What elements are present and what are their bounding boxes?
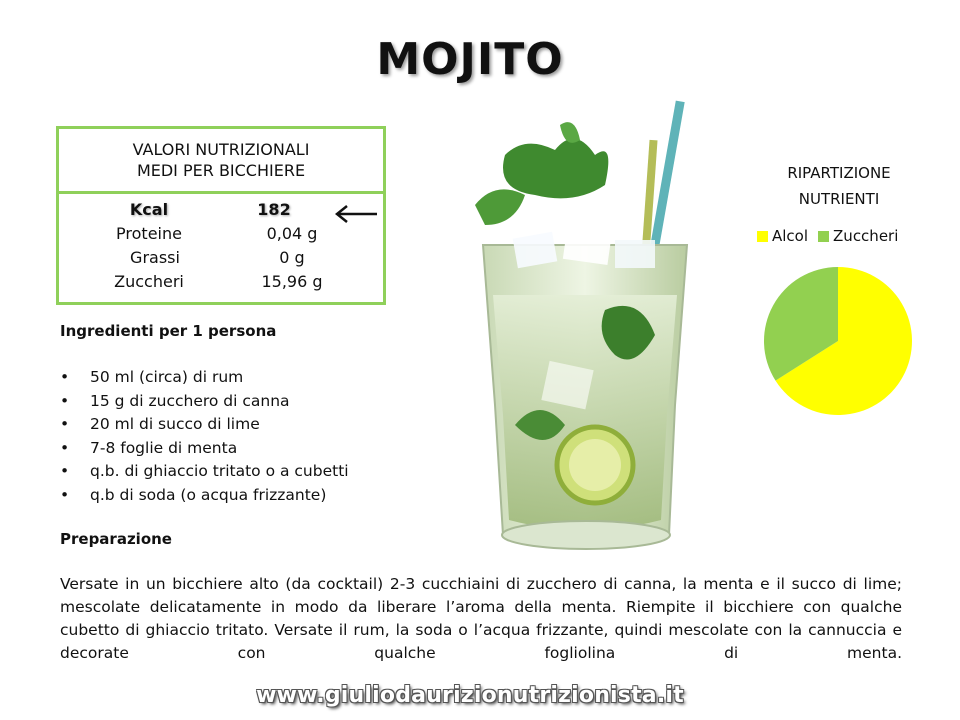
nutrition-label: Kcal — [129, 200, 169, 219]
chart-title-line1: RIPARTIZIONE — [787, 164, 891, 182]
legend-swatch — [818, 231, 829, 242]
legend-label: Alcol — [772, 227, 809, 245]
list-item — [60, 415, 349, 439]
nutrition-row-grassi — [59, 248, 379, 270]
nutrition-row-zuccheri — [59, 272, 379, 294]
nutrition-row-kcal — [59, 200, 379, 222]
list-item — [60, 439, 349, 463]
nutrition-value: 182 — [257, 200, 291, 219]
preparation-title: Preparazione — [60, 530, 172, 548]
ingredient-text: 7-8 foglie di menta — [90, 438, 238, 457]
nutrition-value: 0,04 g — [266, 224, 318, 243]
arrow-left-icon — [333, 204, 379, 224]
bullet-icon: • — [60, 462, 70, 480]
bullet-icon: • — [60, 391, 70, 410]
bullet-icon: • — [60, 415, 70, 433]
nutrition-row-proteine — [59, 224, 379, 246]
nutrition-value: 0 g — [279, 248, 305, 267]
legend-label: Zuccheri — [833, 227, 899, 245]
list-item — [60, 486, 349, 510]
chart-legend — [757, 227, 898, 245]
mojito-glass-image — [455, 95, 715, 565]
legend-item-zuccheri — [818, 227, 898, 245]
preparation-text: Versate in un bicchiere alto (da cocktail) 2-3 cucchiaini di zucchero di canna, la menta e il succo di lime; mescolate delicatamente in modo da liberare l’aroma della menta. Riempite il bicchiere con qualche cubetto di ghiaccio tritato. Versate il rum, la soda o l’acqua frizzante, quindi mescolate con la cannuccia e decorate con qualche fogliolina di menta. — [60, 575, 902, 662]
legend-swatch — [757, 231, 768, 242]
nutrition-label: Grassi — [130, 248, 180, 267]
list-item — [60, 368, 349, 392]
list-item — [60, 392, 349, 416]
legend-item-alcol — [757, 227, 808, 245]
nutrition-header — [59, 129, 383, 194]
nutrition-label: Proteine — [116, 224, 182, 243]
nutrition-header-line2: MEDI PER BICCHIERE — [136, 161, 306, 180]
bullet-icon: • — [60, 438, 70, 457]
ingredient-text: 15 g di zucchero di canna — [90, 391, 290, 410]
ingredient-text: 20 ml di succo di lime — [90, 415, 260, 433]
ingredients-title: Ingredienti per 1 persona — [60, 322, 277, 340]
nutrition-box — [56, 126, 386, 305]
nutrition-label: Zuccheri — [114, 272, 184, 291]
ingredients-list — [60, 368, 349, 509]
ingredient-text: q.b. di ghiaccio tritato o a cubetti — [90, 462, 349, 480]
ingredient-text: 50 ml (circa) di rum — [90, 368, 244, 386]
footer-url: www.giuliodaurizionutrizionista.it — [256, 683, 684, 708]
list-item — [60, 462, 349, 486]
nutrient-pie-chart — [760, 263, 916, 419]
nutrition-value: 15,96 g — [261, 272, 323, 291]
nutrition-header-line1: VALORI NUTRIZIONALI — [132, 140, 310, 159]
chart-title — [745, 160, 933, 212]
bullet-icon: • — [60, 485, 70, 504]
nutrition-values — [59, 194, 383, 302]
chart-title-line2: NUTRIENTI — [798, 190, 880, 208]
ingredient-text: q.b di soda (o acqua frizzante) — [90, 485, 327, 504]
page-title: MOJITO — [376, 34, 564, 85]
bullet-icon: • — [60, 368, 70, 386]
